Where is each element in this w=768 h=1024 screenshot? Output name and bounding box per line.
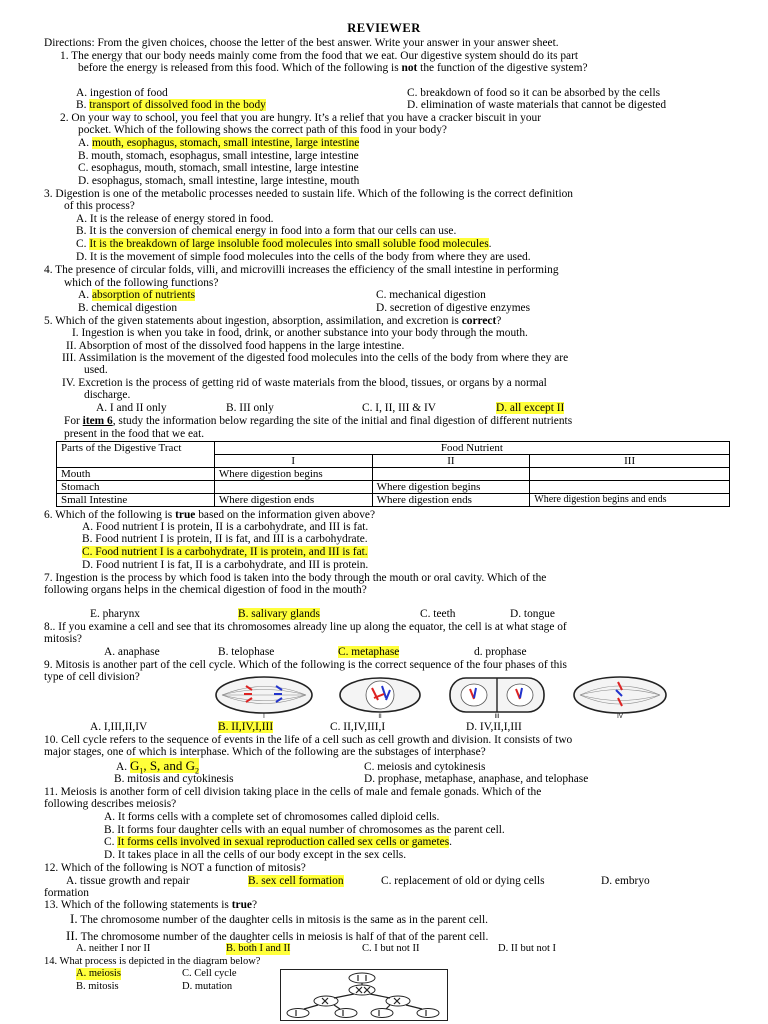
table-cell: [214, 481, 372, 494]
q6-option-d: D. Food nutrient I is fat, II is a carbohydrate, and III is protein.: [82, 559, 369, 571]
table-header-cell: I: [214, 455, 372, 468]
q12-option-b: B. sex cell formation: [248, 875, 344, 887]
q11-option-c: C. It forms cells involved in sexual reproduction called sex cells or gametes.: [104, 836, 452, 848]
q14-option-d: D. mutation: [182, 981, 233, 992]
q7-stem-line2: following organs helps in the chemical digestion of food in the mouth?: [44, 584, 367, 596]
q8-stem-line2: mitosis?: [44, 633, 82, 645]
page-title: REVIEWER: [347, 21, 421, 35]
q8-option-a: A. anaphase: [104, 646, 160, 658]
figure-label: I: [263, 714, 265, 720]
q12-option-a: A. tissue growth and repair: [66, 875, 190, 887]
q1-option-c: C. breakdown of food so it can be absorbed by the cells: [407, 87, 661, 99]
q7-option-c: C. teeth: [420, 608, 456, 620]
q2-stem-line1: 2. On your way to school, you feel that you are hungry. It’s a relief that you have a cracker biscuit in your: [60, 112, 541, 124]
q9-option-a: A. I,III,II,IV: [90, 721, 148, 733]
q13-statement-i: I. The chromosome number of the daughter cells in mitosis is the same as in the parent cell.: [70, 911, 488, 926]
q7-option-d: D. tongue: [510, 608, 555, 620]
q5-statement-iii: III. Assimilation is the movement of the digested food molecules into the cells of the body from where they are: [62, 352, 569, 364]
q3-stem-line2: of this process?: [64, 200, 135, 212]
table-cell: Where digestion begins and ends: [530, 494, 730, 507]
q8-option-d: d. prophase: [474, 646, 527, 658]
q13-option-d: D. II but not I: [498, 943, 557, 954]
table-cell: [372, 468, 530, 481]
table-cell: Small Intestine: [57, 494, 215, 507]
q10-stem-line2: major stages, one of which is interphase. Which of the following are the substages of interphase?: [44, 746, 486, 758]
figure-label: II: [378, 714, 382, 720]
q1-stem-line2: before the energy is released from this food. Which of the following is not the function of the digestive system?: [78, 62, 588, 74]
q10-stem-line1: 10. Cell cycle refers to the sequence of events in the life of a cell such as cell growth and division. It consists of two: [44, 734, 573, 746]
item6-intro-line2: present in the food that we eat.: [64, 428, 205, 440]
q5-statement-i: I. Ingestion is when you take in food, drink, or another substance into your body through the mouth.: [72, 327, 528, 339]
q14-stem: 14. What process is depicted in the diagram below?: [44, 956, 261, 967]
q9-stem-line2: type of cell division?: [44, 671, 140, 683]
q5-statement-iv-cont: discharge.: [84, 389, 131, 401]
table-cell: [530, 468, 730, 481]
mitosis-phases-figure: [212, 674, 672, 720]
answer-highlight: $G_1$, S, and $G_2$: [129, 758, 199, 776]
figure-label: IV: [617, 714, 623, 720]
cell-diagram-i: [216, 677, 312, 720]
cell-diagram-iv: [574, 677, 666, 720]
q10-option-b: B. mitosis and cytokinesis: [114, 773, 234, 785]
q1-option-a: A. ingestion of food: [76, 87, 168, 99]
table-cell: Where digestion begins: [214, 468, 372, 481]
q2-option-a: A. mouth, esophagus, stomach, small intestine, large intestine: [78, 137, 360, 149]
meiosis-diagram: [280, 969, 448, 1021]
q12-stem: 12. Which of the following is NOT a function of mitosis?: [44, 862, 306, 874]
q13-option-c: C. I but not II: [362, 943, 420, 954]
q1-stem-line1: 1. The energy that our body needs mainly come from the food that we eat. Our digestive system should do its part: [60, 50, 579, 62]
table-header-cell: Food Nutrient: [214, 442, 729, 455]
q3-stem-line1: 3. Digestion is one of the metabolic processes needed to sustain life. Which of the following is the correct definition: [44, 188, 574, 200]
q13-stem: 13. Which of the following statements is true?: [44, 899, 258, 911]
q14-option-b: B. mitosis: [76, 981, 119, 992]
q13-option-a: A. neither I nor II: [76, 943, 151, 954]
q11-stem-line2: following describes meiosis?: [44, 798, 177, 810]
q9-option-c: C. II,IV,III,I: [330, 721, 386, 733]
q10-option-d: D. prophase, metaphase, anaphase, and telophase: [364, 773, 589, 785]
q11-option-b: B. It forms four daughter cells with an equal number of chromosomes as the parent cell.: [104, 824, 505, 836]
q4-stem-line2: which of the following functions?: [64, 277, 219, 289]
q5-option-c: C. I, II, III & IV: [362, 402, 437, 414]
q4-stem-line1: 4. The presence of circular folds, villi, and microvilli increases the efficiency of the small intestine in performing: [44, 264, 559, 276]
q6-option-c: C. Food nutrient I is a carbohydrate, II is protein, and III is fat.: [82, 546, 368, 558]
q5-statement-iv: IV. Excretion is the process of getting rid of waste materials from the blood, tissues, or organs by a normal: [62, 377, 547, 389]
q6-option-b: B. Food nutrient I is protein, II is fat, and III is a carbohydrate.: [82, 533, 368, 545]
q3-option-c: C. It is the breakdown of large insoluble food molecules into small soluble food molecules.: [76, 238, 492, 250]
answer-highlight: transport of dissolved food in the body: [89, 99, 266, 111]
table-header-cell: II: [372, 455, 530, 468]
directions: Directions: From the given choices, choose the letter of the best answer. Write your answer in your answer sheet.: [44, 37, 559, 49]
q10-option-c: C. meiosis and cytokinesis: [364, 761, 486, 773]
q1-option-d: D. elimination of waste materials that cannot be digested: [407, 99, 667, 111]
q12-option-d-cont: formation: [44, 887, 89, 899]
q9-stem-line1: 9. Mitosis is another part of the cell cycle. Which of the following is the correct sequence of the four phases of this: [44, 659, 567, 671]
answer-highlight: absorption of nutrients: [91, 289, 196, 301]
q5-option-d: D. all except II: [496, 402, 565, 414]
cell-diagram-ii: [340, 678, 420, 720]
answer-highlight: It is the breakdown of large insoluble food molecules into small soluble food molecules: [89, 238, 489, 250]
q12-option-d: D. embryo: [601, 875, 650, 887]
q4-option-c: C. mechanical digestion: [376, 289, 486, 301]
table-row: [57, 494, 730, 507]
q3-option-b: B. It is the conversion of chemical energy in food into a form that our cells can use.: [76, 225, 457, 237]
table-row: [57, 468, 730, 481]
q12-option-c: C. replacement of old or dying cells: [381, 875, 545, 887]
q4-option-b: B. chemical digestion: [78, 302, 178, 314]
q9-option-d: D. IV,II,I,III: [466, 721, 522, 733]
table-cell: Stomach: [57, 481, 215, 494]
answer-highlight: mouth, esophagus, stomach, small intestine, large intestine: [91, 137, 360, 149]
answer-highlight: It forms cells involved in sexual reproduction called sex cells or gametes: [117, 836, 450, 848]
q5-statement-iii-cont: used.: [84, 364, 108, 376]
q8-stem-line1: 8.. If you examine a cell and see that its chromosomes already line up along the equator, the cell is at what stage of: [44, 621, 567, 633]
q2-option-c: C. esophagus, mouth, stomach, small intestine, large intestine: [78, 162, 359, 174]
q5-option-b: B. III only: [226, 402, 274, 414]
q4-option-a: A. absorption of nutrients: [78, 289, 196, 301]
q11-option-d: D. It takes place in all the cells of our body except in the sex cells.: [104, 849, 407, 861]
table-cell: [530, 481, 730, 494]
q2-option-b: B. mouth, stomach, esophagus, small intestine, large intestine: [78, 150, 359, 162]
q7-stem-line1: 7. Ingestion is the process by which food is taken into the body through the mouth or oral cavity. Which of the: [44, 572, 547, 584]
q2-stem-line2: pocket. Which of the following shows the correct path of this food in your body?: [78, 124, 447, 136]
table-cell: Mouth: [57, 468, 215, 481]
q11-option-a: A. It forms cells with a complete set of chromosomes called diploid cells.: [104, 811, 440, 823]
figure-label: III: [494, 714, 500, 720]
q6-stem: 6. Which of the following is true based on the information given above?: [44, 509, 376, 521]
nutrient-table: [56, 441, 730, 507]
q1-option-b: B. transport of dissolved food in the body: [76, 99, 266, 111]
q10-option-a: A. $G_1$, S, and $G_2$: [116, 758, 199, 776]
q5-statement-ii: II. Absorption of most of the dissolved food happens in the large intestine.: [66, 340, 405, 352]
q11-stem-line1: 11. Meiosis is another form of cell division taking place in the cells of male and female gonads. Which of the: [44, 786, 542, 798]
table-cell: Where digestion ends: [214, 494, 372, 507]
q7-option-b: B. salivary glands: [238, 608, 320, 620]
q14-option-a: A. meiosis: [76, 968, 121, 979]
q5-stem: 5. Which of the given statements about ingestion, absorption, assimilation, and excretion is correct?: [44, 315, 502, 327]
q2-option-d: D. esophagus, stomach, small intestine, large intestine, mouth: [78, 175, 360, 187]
cell-diagram-iii: [450, 678, 544, 720]
q8-option-c: C. metaphase: [338, 646, 400, 658]
q4-option-d: D. secretion of digestive enzymes: [376, 302, 531, 314]
table-cell: Where digestion ends: [372, 494, 530, 507]
q7-option-e: E. pharynx: [90, 608, 140, 620]
table-header-row: [57, 442, 730, 455]
table-header-cell: Parts of the Digestive Tract: [57, 442, 215, 468]
q5-option-a: A. I and II only: [96, 402, 167, 414]
q8-option-b: B. telophase: [218, 646, 275, 658]
q14-option-c: C. Cell cycle: [182, 968, 237, 979]
q13-option-b: B. both I and II: [226, 943, 291, 954]
q3-option-d: D. It is the movement of simple food molecules into the cells of the body from where they are used.: [76, 251, 531, 263]
table-row: [57, 481, 730, 494]
table-cell: Where digestion begins: [372, 481, 530, 494]
q9-option-b: B. II,IV,I,III: [218, 721, 274, 733]
q13-statement-ii: II. The chromosome number of the daughter cells in meiosis is half of that of the parent cell.: [66, 928, 489, 943]
item6-intro-line1: For item 6, study the information below regarding the site of the initial and final digestion of different nutrients: [64, 415, 573, 427]
q6-option-a: A. Food nutrient I is protein, II is a carbohydrate, and III is fat.: [82, 521, 369, 533]
q3-option-a: A. It is the release of energy stored in food.: [76, 213, 274, 225]
table-header-cell: III: [530, 455, 730, 468]
